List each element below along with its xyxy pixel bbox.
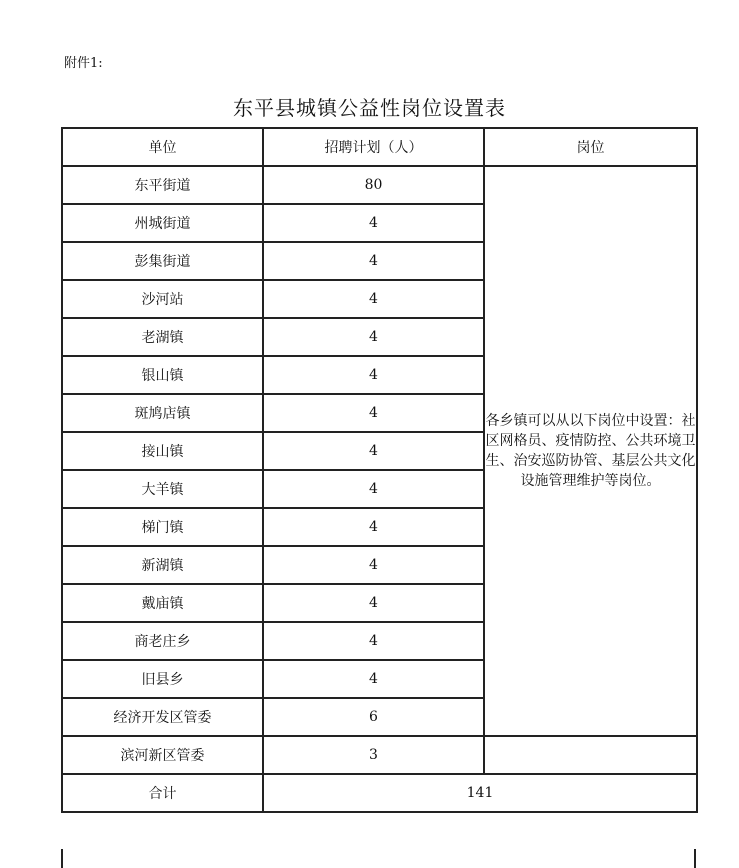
unit-cell: 戴庙镇 [62, 584, 263, 622]
unit-cell: 银山镇 [62, 356, 263, 394]
unit-cell: 旧县乡 [62, 660, 263, 698]
count-cell: 4 [263, 242, 484, 280]
unit-cell: 沙河站 [62, 280, 263, 318]
total-label: 合计 [62, 774, 263, 812]
attachment-label: 附件1: [64, 56, 103, 71]
unit-cell: 彭集街道 [62, 242, 263, 280]
unit-cell: 经济开发区管委 [62, 698, 263, 736]
total-row [62, 774, 697, 812]
unit-cell: 老湖镇 [62, 318, 263, 356]
document-title: 东平县城镇公益性岗位设置表 [233, 96, 506, 120]
count-cell: 4 [263, 318, 484, 356]
count-cell: 4 [263, 508, 484, 546]
position-description-cell: 各乡镇可以从以下岗位中设置：社区网格员、疫情防控、公共环境卫生、治安巡防协管、基层公共文化设施管理维护等岗位。 [484, 166, 697, 736]
unit-cell: 商老庄乡 [62, 622, 263, 660]
table-header-row [62, 128, 697, 166]
header-unit: 单位 [62, 128, 263, 166]
count-cell: 4 [263, 204, 484, 242]
header-plan: 招聘计划（人） [263, 128, 484, 166]
unit-cell: 斑鸠店镇 [62, 394, 263, 432]
count-cell: 4 [263, 356, 484, 394]
count-cell: 4 [263, 280, 484, 318]
unit-cell: 新湖镇 [62, 546, 263, 584]
unit-cell: 接山镇 [62, 432, 263, 470]
header-position: 岗位 [484, 128, 697, 166]
total-value: 141 [263, 774, 697, 812]
table-bottom-edge [61, 849, 696, 868]
unit-cell: 梯门镇 [62, 508, 263, 546]
count-cell: 6 [263, 698, 484, 736]
count-cell: 4 [263, 394, 484, 432]
count-cell: 4 [263, 660, 484, 698]
unit-cell: 滨河新区管委 [62, 736, 263, 774]
count-cell: 3 [263, 736, 484, 774]
count-cell: 4 [263, 432, 484, 470]
count-cell: 4 [263, 470, 484, 508]
table-row [62, 166, 697, 204]
count-cell: 4 [263, 622, 484, 660]
unit-cell: 州城街道 [62, 204, 263, 242]
table-row [62, 736, 697, 774]
count-cell: 4 [263, 584, 484, 622]
positions-table [61, 127, 698, 813]
count-cell: 80 [263, 166, 484, 204]
unit-cell: 东平街道 [62, 166, 263, 204]
empty-position-cell [484, 736, 697, 774]
count-cell: 4 [263, 546, 484, 584]
unit-cell: 大羊镇 [62, 470, 263, 508]
